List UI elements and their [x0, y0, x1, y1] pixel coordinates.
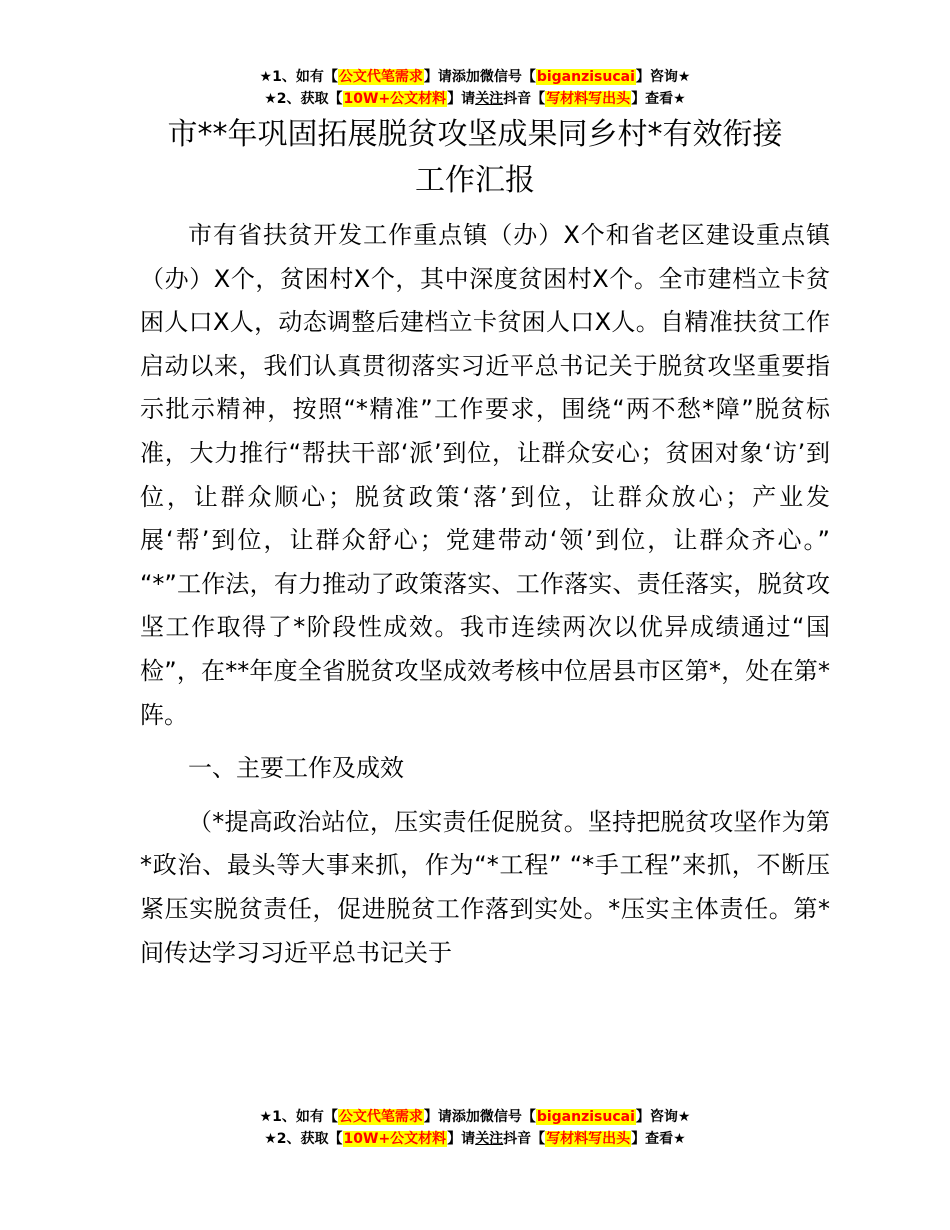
document-title [120, 112, 830, 204]
banner-text: 】查看★ [631, 1131, 686, 1147]
banner-line-1 [0, 1106, 950, 1128]
banner-highlight-douyin: 写材料写出头 [546, 1131, 631, 1147]
banner-highlight-douyin: 写材料写出头 [546, 91, 631, 107]
paragraph-section-1: （*提高政治站位，压实责任促脱贫。坚持把脱贫攻坚作为第*政治、最头等大事来抓，作为“*工程” “*手工程”来抓，不断压紧压实脱贫责任，促进脱贫工作落到实处。*压实主体责任。第*间传达学习习近平总书记关于 [140, 807, 830, 967]
banner-text: 抖音【 [503, 91, 546, 107]
banner-text: 】请添加微信号【 [423, 69, 536, 85]
banner-text: ★1、如有【 [259, 1109, 338, 1125]
banner-line-2 [0, 88, 950, 110]
banner-text: ★2、获取【 [264, 91, 343, 107]
banner-text: 】请 [447, 91, 476, 107]
banner-text: 】咨询★ [635, 1109, 691, 1125]
banner-highlight: 公文代笔需求 [338, 1109, 423, 1125]
banner-text-underlined: 关注 [475, 91, 504, 107]
title-line-1: 市**年巩固拓展脱贫攻坚成果同乡村*有效衔接 [167, 117, 783, 152]
footer-banner [0, 1106, 950, 1150]
banner-text: ★1、如有【 [259, 69, 338, 85]
banner-text-underlined: 关注 [475, 1131, 504, 1147]
banner-highlight: 公文代笔需求 [338, 69, 423, 85]
banner-text: ★2、获取【 [264, 1131, 343, 1147]
title-line-2: 工作汇报 [415, 163, 535, 198]
banner-line-2 [0, 1128, 950, 1150]
header-banner [0, 66, 950, 110]
section-heading: 一、主要工作及成效 [188, 754, 404, 783]
banner-line-1 [0, 66, 950, 88]
banner-text: 】查看★ [631, 91, 686, 107]
banner-highlight: 10W+公文材料 [343, 1131, 447, 1147]
banner-text: 】请添加微信号【 [423, 1109, 536, 1125]
banner-text: 抖音【 [503, 1131, 546, 1147]
banner-text: 】咨询★ [635, 69, 691, 85]
document-body [140, 214, 830, 975]
banner-highlight-wechat: biganzisucai [536, 1109, 635, 1125]
paragraph-intro: 市有省扶贫开发工作重点镇（办）X个和省老区建设重点镇（办）X个，贫困村X个，其中深度贫困村X个。全市建档立卡贫困人口X人，动态调整后建档立卡贫困人口X人。自精准扶贫工作启动以来，我们认真贯彻落实习近平总书记关于脱贫攻坚重要指示批示精神，按照“*精准”工作要求，围绕“两不愁*障”脱贫标准，大力推行“帮扶干部‘派’到位，让群众安心；贫困对象‘访’到位，让群众顺心；脱贫政策‘落’到位，让群众放心；产业发展‘帮’到位，让群众舒心；党建带动‘领’到位，让群众齐心。” “*”工作法，有力推动了政策落实、工作落实、责任落实，脱贫攻坚工作取得了*阶段性成效。我市连续两次以优异成绩通过“国检”，在**年度全省脱贫攻坚成效考核中位居县市区第*，处在第*阵。 [140, 221, 830, 729]
banner-highlight: 10W+公文材料 [343, 91, 447, 107]
banner-text: 】请 [447, 1131, 476, 1147]
banner-highlight-wechat: biganzisucai [536, 69, 635, 85]
